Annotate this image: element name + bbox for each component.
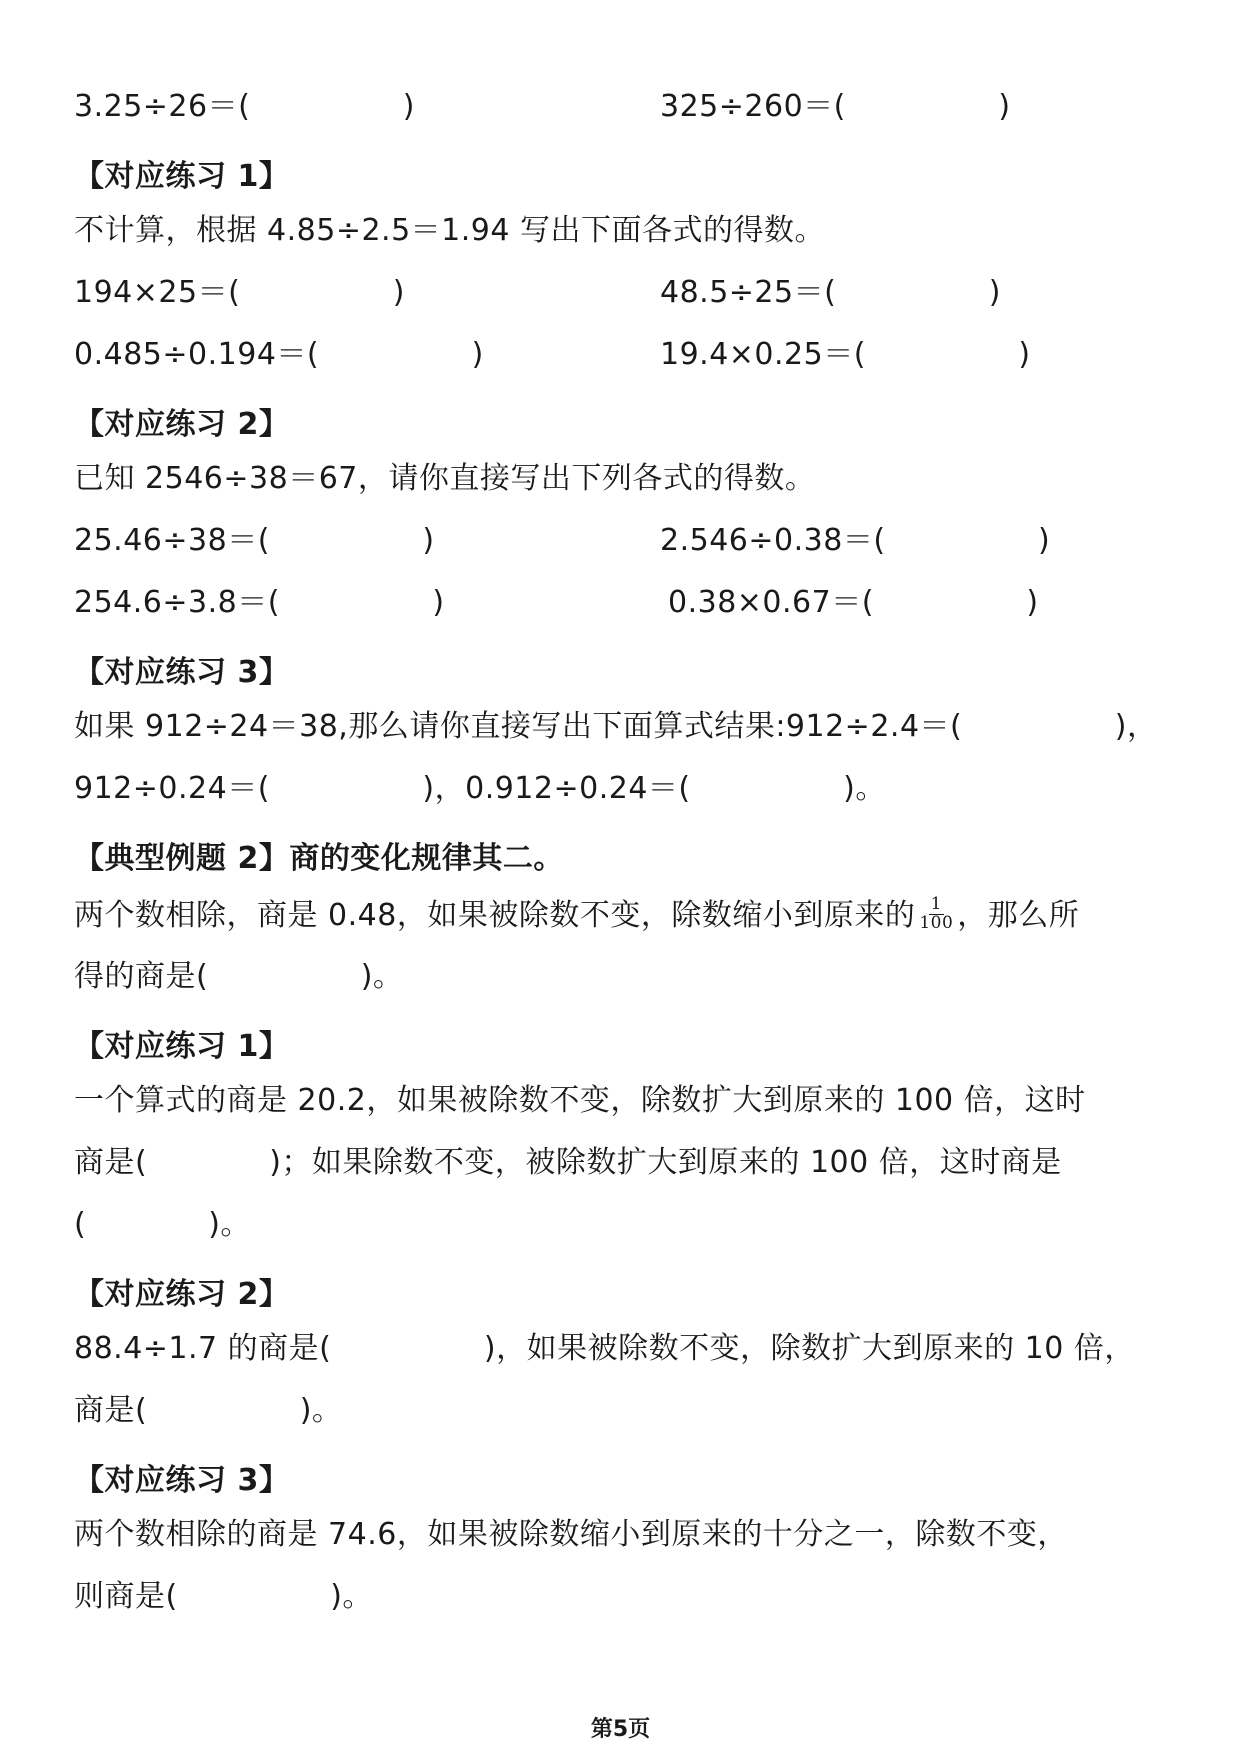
fraction-numerator: 1 [930, 894, 942, 914]
section-title-practice-2: 【对应练习 2】 [74, 407, 290, 442]
section-title-practice-3b: 【对应练习 3】 [74, 1463, 290, 1498]
equation-practice-2-b: 2.546÷0.38＝( ) [660, 523, 1051, 558]
section-text-practice-1b-line2: 商是( )；如果除数不变，被除数扩大到原来的 100 倍，这时商是 [74, 1145, 1062, 1180]
equation-top-right: 325÷260＝( ) [660, 89, 1011, 124]
section-title-practice-2b: 【对应练习 2】 [74, 1277, 290, 1312]
example-text-line1 [74, 894, 1080, 935]
section-text-practice-2b-line1: 88.4÷1.7 的商是( )，如果被除数不变，除数扩大到原来的 10 倍， [74, 1331, 1135, 1366]
section-title-practice-1b: 【对应练习 1】 [74, 1029, 290, 1064]
example-text-line1-after: ，那么所 [957, 897, 1080, 933]
section-text-practice-3b-line1: 两个数相除的商是 74.6，如果被除数缩小到原来的十分之一，除数不变， [74, 1517, 1068, 1552]
section-text-practice-1b-line3: ( )。 [74, 1207, 251, 1242]
equation-practice-2-c: 254.6÷3.8＝( ) [74, 585, 445, 620]
section-prompt-practice-1: 不计算，根据 4.85÷2.5＝1.94 写出下面各式的得数。 [74, 213, 826, 248]
section-text-practice-3-line1: 如果 912÷24＝38,那么请你直接写出下面算式结果:912÷2.4＝( )， [74, 709, 1158, 744]
equation-top-left: 3.25÷26＝( ) [74, 89, 416, 124]
section-title-practice-1: 【对应练习 1】 [74, 159, 290, 194]
example-text-line1-before: 两个数相除，商是 0.48，如果被除数不变，除数缩小到原来的 [74, 897, 916, 933]
section-text-practice-3-line2: 912÷0.24＝( )，0.912÷0.24＝( )。 [74, 771, 886, 806]
fraction-one-hundredth [917, 896, 955, 933]
section-text-practice-3b-line2: 则商是( )。 [74, 1579, 373, 1614]
equation-practice-1-c: 0.485÷0.194＝( ) [74, 337, 484, 372]
equation-practice-2-a: 25.46÷38＝( ) [74, 523, 435, 558]
example-text-line2: 得的商是( )。 [74, 959, 404, 994]
section-title-practice-3: 【对应练习 3】 [74, 655, 290, 690]
section-text-practice-2b-line2: 商是( )。 [74, 1393, 343, 1428]
equation-practice-1-a: 194×25＝( ) [74, 275, 405, 310]
equation-practice-1-d: 19.4×0.25＝( ) [660, 337, 1031, 372]
equation-practice-2-d: 0.38×0.67＝( ) [668, 585, 1039, 620]
page-number: 第5页 [590, 1717, 651, 1742]
section-text-practice-1b-line1: 一个算式的商是 20.2，如果被除数不变，除数扩大到原来的 100 倍，这时 [74, 1083, 1086, 1118]
equation-practice-1-b: 48.5÷25＝( ) [660, 275, 1002, 310]
example-title: 【典型例题 2】商的变化规律其二。 [74, 841, 564, 876]
fraction-denominator: 100 [919, 912, 954, 933]
section-prompt-practice-2: 已知 2546÷38＝67，请你直接写出下列各式的得数。 [74, 461, 816, 496]
